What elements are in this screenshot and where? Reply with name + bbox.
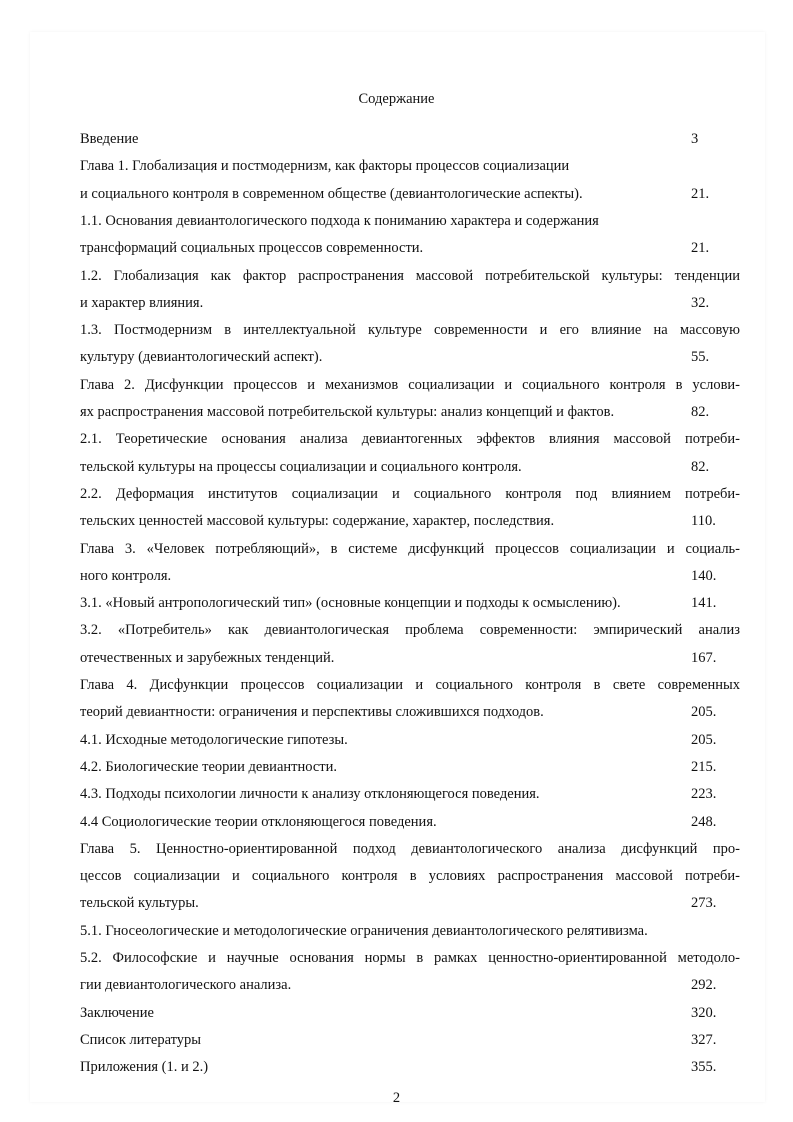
toc-entry-line: 5.1. Гносеологические и методологические ограничения девиантологического релятивизма. [80,922,648,939]
toc-page-number: 21. [691,240,710,257]
toc-page-number: 248. [691,813,717,830]
toc-entry-line: Глава 2. Дисфункции процессов и механизмов социализации и социального контроля в услови- [80,376,740,393]
toc-entry-line: 1.3. Постмодернизм в интеллектуальной культуре современности и его влияние на массовую [80,322,740,339]
toc-entry-line: 4.4 Социологические теории отклоняющегося поведения. [80,813,437,830]
toc-entry-line: и социального контроля в современном обществе (девиантологические аспекты). [80,185,583,202]
toc-entry-line: теорий девиантности: ограничения и перспективы сложившихся подходов. [80,704,544,721]
page-number: 2 [392,1090,401,1106]
toc-page-number: 327. [691,1031,717,1048]
toc-page-number: 32. [691,294,710,311]
toc-entry-line: 2.1. Теоретические основания анализа девиантогенных эффектов влияния массовой потреби- [80,431,740,448]
toc-page-number: 215. [691,758,717,775]
toc-entry-line: 4.3. Подходы психологии личности к анализу отклоняющегося поведения. [80,786,540,803]
toc-entry-line: тельской культуры. [80,895,199,912]
page-title: Содержание [358,91,435,107]
toc-entry-line: Глава 4. Дисфункции процессов социализации и социального контроля в свете современных [80,677,740,693]
toc-entry-line: Введение [80,131,139,147]
toc-entry-line: трансформаций социальных процессов современности. [80,240,424,257]
toc-entry-line: Список литературы [80,1031,202,1048]
toc-page-number: 320. [691,1004,717,1021]
toc-entry-line: цессов социализации и социального контроля в условиях распространения массовой потреби- [80,868,740,885]
toc-entry-line: ного контроля. [80,567,172,584]
toc-page-number: 273. [691,895,717,912]
toc-entry-line: гии девиантологического анализа. [80,977,292,994]
toc-page-number: 82. [691,458,710,475]
toc-page-number: 205. [691,731,717,748]
toc-entry-line: 5.2. Философские и научные основания нормы в рамках ценностно-ориентированной методоло- [80,950,740,966]
toc-page-number: 167. [691,649,717,666]
toc-entry-line: Глава 1. Глобализация и постмодернизм, как факторы процессов социализации [80,158,570,175]
toc-entry-line: 1.2. Глобализация как фактор распространения массовой потребительской культуры: тенденции [80,267,740,284]
toc-entry-line: ях распространения массовой потребительской культуры: анализ концепций и фактов. [80,404,615,420]
toc-page-number: 141. [691,595,717,612]
toc-page-number: 355. [691,1059,717,1076]
toc-entry-line: 4.2. Биологические теории девиантности. [80,758,337,775]
toc-page-number: 55. [691,349,710,366]
toc-entry-line: 2.2. Деформация институтов социализации и социального контроля под влиянием потреби- [80,485,740,502]
toc-page-number: 223. [691,786,717,803]
toc-entry-line: 3.2. «Потребитель» как девиантологическая проблема современности: эмпирический анализ [80,622,740,639]
toc-page-number: 205. [691,704,717,721]
toc-entry-line: Приложения (1. и 2.) [80,1059,209,1076]
toc-entry-line: Заключение [80,1004,154,1021]
toc-page-number: 110. [691,513,716,530]
toc-entry-line: Глава 3. «Человек потребляющий», в системе дисфункций процессов социализации и социаль- [80,540,740,557]
toc-entry-line: Глава 5. Ценностно-ориентированной подход девиантологического анализа дисфункций про- [80,840,740,857]
toc-entry-line: тельской культуры на процессы социализации и социального контроля. [80,458,522,475]
toc-entry-line: отечественных и зарубежных тенденций. [80,649,335,666]
toc-page-number: 292. [691,977,717,994]
toc-page-number: 3 [691,131,699,147]
toc-page-number: 140. [691,567,717,584]
toc-page-number: 82. [691,404,710,420]
toc-page-number: 21. [691,185,710,202]
toc-entry-line: 3.1. «Новый антропологический тип» (основные концепции и подходы к осмыслению). [80,595,621,612]
toc-entry-line: культуру (девиантологический аспект). [80,349,323,366]
toc-entry-line: 4.1. Исходные методологические гипотезы. [80,731,348,748]
toc-entry-line: и характер влияния. [80,294,204,311]
toc-entry-line: тельских ценностей массовой культуры: содержание, характер, последствия. [80,513,555,530]
toc-entry-line: 1.1. Основания девиантологического подхода к пониманию характера и содержания [80,212,599,229]
